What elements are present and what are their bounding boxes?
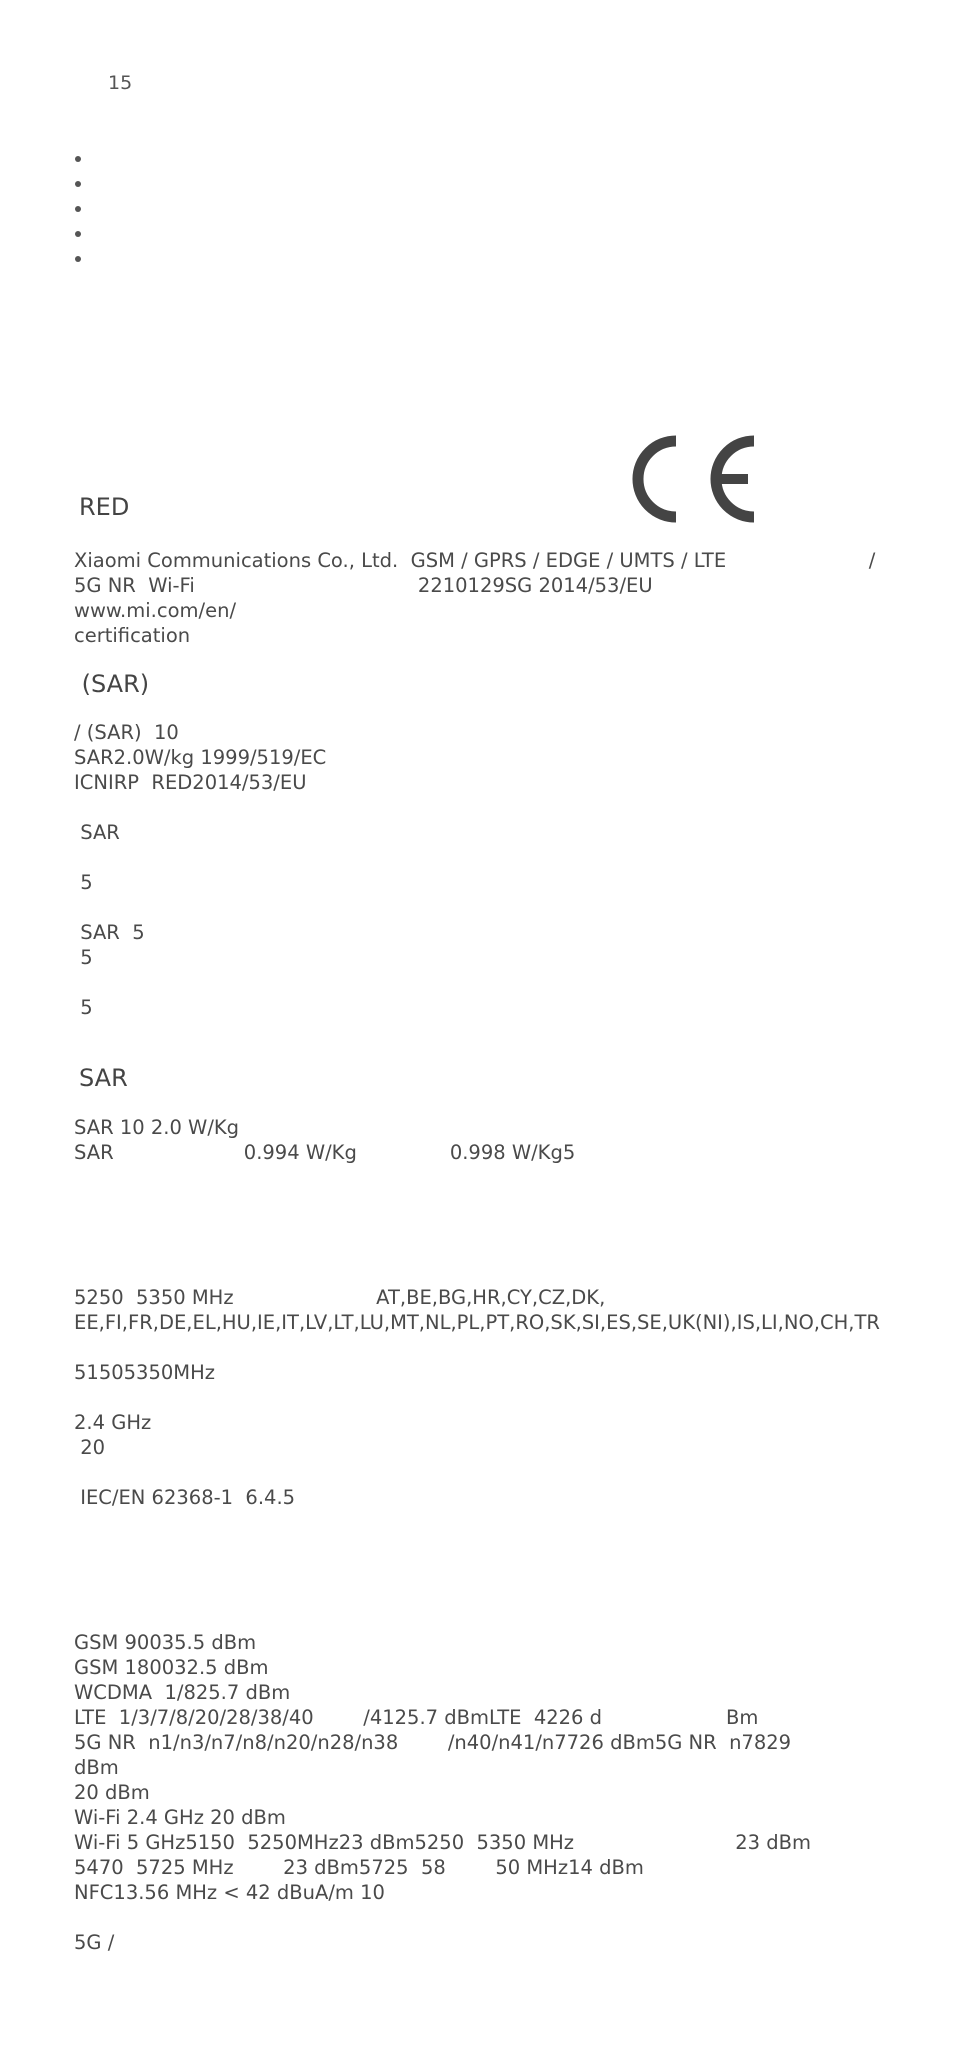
sar-heading: (SAR) [74, 670, 150, 698]
sar-note-4: 5 [74, 996, 93, 1019]
restriction-line-2: EE,FI,FR,DE,EL,HU,IE,IT,LV,LT,LU,MT,NL,PL,PT,RO,SK,SI,ES,SE,UK(NI),IS,LI,NO,CH,TR [74, 1311, 880, 1334]
sar-line-1: / (SAR) 10 [74, 721, 179, 744]
restriction-line-4: 2.4 GHz [74, 1411, 152, 1434]
power-line-4: LTE 1/3/7/8/20/28/38/40 /4125.7 dBmLTE 4226 d Bm [74, 1706, 759, 1729]
red-heading: RED [79, 493, 130, 521]
sar-note-2: 5 [74, 871, 93, 894]
bullet-1 [75, 156, 81, 162]
power-line-1: GSM 90035.5 dBm [74, 1631, 257, 1654]
power-line-6: dBm [74, 1756, 119, 1779]
power-line-9: Wi-Fi 5 GHz5150 5250MHz23 dBm5250 5350 MHz 23 dBm [74, 1831, 811, 1854]
sar-note-3a: SAR 5 [74, 921, 145, 944]
power-line-10: 5470 5725 MHz 23 dBm5725 58 50 MHz14 dBm [74, 1856, 644, 1879]
restriction-line-3: 51505350MHz [74, 1361, 215, 1384]
sar-note-3b: 5 [74, 946, 93, 969]
bullet-2 [75, 181, 81, 187]
sar-line-3: ICNIRP RED2014/53/EU [74, 771, 307, 794]
bullet-4 [75, 231, 81, 237]
power-line-11: NFC13.56 MHz < 42 dBuA/m 10 [74, 1881, 385, 1904]
sar-note-1: SAR [74, 821, 120, 844]
power-line-2: GSM 180032.5 dBm [74, 1656, 269, 1679]
sar-values-line-2: SAR 0.994 W/Kg 0.998 W/Kg5 [74, 1141, 576, 1164]
red-line-2: 5G NR Wi-Fi 2210129SG 2014/53/EU [74, 574, 653, 597]
red-line-4: certification [74, 624, 191, 647]
restriction-line-1: 5250 5350 MHz AT,BE,BG,HR,CY,CZ,DK, [74, 1286, 606, 1309]
power-footer: 5G / [74, 1931, 115, 1954]
power-line-8: Wi-Fi 2.4 GHz 20 dBm [74, 1806, 286, 1829]
power-line-5: 5G NR n1/n3/n7/n8/n20/n28/n38 /n40/n41/n7726 dBm5G NR n7829 [74, 1731, 792, 1754]
sar-line-2: SAR2.0W/kg 1999/519/EC [74, 746, 327, 769]
red-line-1: Xiaomi Communications Co., Ltd. GSM / GPRS / EDGE / UMTS / LTE / [74, 549, 876, 572]
power-line-7: 20 dBm [74, 1781, 150, 1804]
power-line-3: WCDMA 1/825.7 dBm [74, 1681, 291, 1704]
ce-mark-icon [630, 433, 760, 525]
bullet-3 [75, 206, 81, 212]
restriction-line-6: IEC/EN 62368-1 6.4.5 [74, 1486, 296, 1509]
restriction-line-5: 20 [74, 1436, 106, 1459]
bullet-5 [75, 256, 81, 262]
red-line-3: www.mi.com/en/ [74, 599, 237, 622]
sar-values-line-1: SAR 10 2.0 W/Kg [74, 1116, 240, 1139]
page-number: 15 [108, 72, 133, 94]
sar-values-heading: SAR [79, 1064, 128, 1092]
